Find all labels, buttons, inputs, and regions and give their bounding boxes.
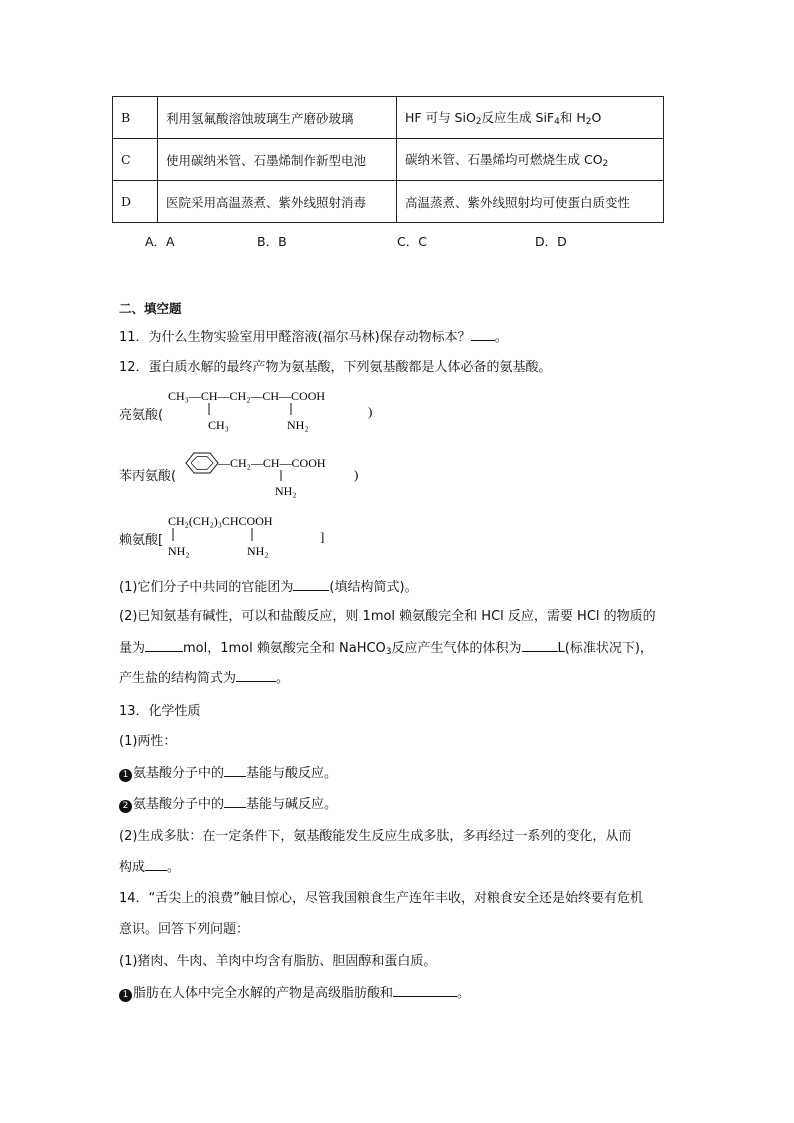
lysine-amino-2: NH₂ <box>247 544 269 558</box>
lysine-chain: CH₂(CH₂)₃CHCOOH <box>168 514 273 528</box>
leucine-amino: NH₂ <box>287 418 309 432</box>
choice-a[interactable]: A．A <box>145 234 175 249</box>
circled-number-icon: 2 <box>119 800 132 813</box>
table-row <box>113 181 664 223</box>
table-row <box>113 97 664 139</box>
question-14-line2: 意识。回答下列问题： <box>119 922 250 937</box>
table-row <box>113 139 664 181</box>
lysine-structure <box>162 510 342 562</box>
phenylalanine-amino: NH₂ <box>275 484 297 498</box>
leucine-close: ) <box>368 404 373 419</box>
question-13-1: (1)两性： <box>119 734 177 749</box>
answer-blank[interactable] <box>293 578 329 591</box>
answer-blank[interactable] <box>393 984 457 997</box>
option-letter: C <box>113 139 158 181</box>
reason-cell: 高温蒸煮、紫外线照射均可使蛋白质变性 <box>397 181 664 223</box>
question-14-1a: 1 脂肪在人体中完全水解的产物是高级脂肪酸和 。 <box>119 982 470 1002</box>
lysine-close: ] <box>320 529 325 544</box>
question-13: 13．化学性质 <box>119 704 201 719</box>
lysine-label: 赖氨酸[ <box>119 533 164 548</box>
section-title: 二、填空题 <box>119 301 182 316</box>
answer-blank[interactable] <box>522 639 558 652</box>
question-13-2-line2: 构成 。 <box>119 860 181 875</box>
choice-c[interactable]: C．C <box>397 234 427 249</box>
question-12-1: (1)它们分子中共同的官能团为 (填结构简式)。 <box>119 580 418 595</box>
phenylalanine-close: ) <box>354 467 359 482</box>
choice-b[interactable]: B．B <box>257 234 287 249</box>
circled-number-icon: 1 <box>119 989 132 1002</box>
question-13-2-line1: (2)生成多肽：在一定条件下，氨基酸能发生反应生成多肽，多再经过一系列的变化，从而 <box>119 829 632 844</box>
question-14-line1: 14．“舌尖上的浪费”触目惊心，尽管我国粮食生产连年丰收，对粮食安全还是始终要有危机 <box>119 891 644 906</box>
practice-cell: 利用氢氟酸溶蚀玻璃生产磨砂玻璃 <box>158 97 397 139</box>
leucine-chain: CH₃—CH—CH₂—CH—COOH <box>168 389 326 403</box>
question-13-1a: 1 氨基酸分子中的 基能与酸反应。 <box>119 762 337 782</box>
answer-blank[interactable] <box>145 858 167 871</box>
lysine-amino-1: NH₂ <box>168 544 190 558</box>
answer-blank[interactable] <box>224 795 246 808</box>
options-table <box>112 96 664 223</box>
option-letter: B <box>113 97 158 139</box>
circled-number-icon: 1 <box>119 769 132 782</box>
leucine-methyl: CH₃ <box>208 418 229 432</box>
choice-d[interactable]: D．D <box>535 234 567 249</box>
option-letter: D <box>113 181 158 223</box>
leucine-label: 亮氨酸( <box>119 408 164 423</box>
answer-blank[interactable] <box>236 669 276 682</box>
question-12-2-line1: (2)已知氨基有碱性，可以和盐酸反应，则 1mol 赖氨酸完全和 HCl 反应，需要 HCl 的物质的 <box>119 609 656 624</box>
phenylalanine-label: 苯丙氨酸( <box>119 469 177 484</box>
reason-cell: HF 可与 SiO$_2$反应生成 SiF$_4$和 $H_2O$ <box>397 97 664 139</box>
answer-blank[interactable] <box>145 639 183 652</box>
reason-cell: 碳纳米管、石墨烯均可燃烧生成 $CO_2$ <box>397 139 664 181</box>
phenylalanine-structure <box>178 446 378 502</box>
question-14-1: (1)猪肉、牛肉、羊肉中均含有脂肪、胆固醇和蛋白质。 <box>119 954 437 969</box>
practice-cell: 医院采用高温蒸煮、紫外线照射消毒 <box>158 181 397 223</box>
question-12-2-line3: 产生盐的结构简式为 。 <box>119 671 290 686</box>
leucine-structure <box>160 386 390 436</box>
answer-blank[interactable] <box>471 328 495 341</box>
phenylalanine-chain: —CH₂—CH—COOH <box>218 456 326 470</box>
practice-cell: 使用碳纳米管、石墨烯制作新型电池 <box>158 139 397 181</box>
question-11: 11．为什么生物实验室用甲醛溶液(福尔马林)保存动物标本？ 。 <box>119 330 508 345</box>
answer-blank[interactable] <box>224 764 246 777</box>
question-12-intro: 12．蛋白质水解的最终产物为氨基酸，下列氨基酸都是人体必备的氨基酸。 <box>119 360 552 375</box>
question-12-2-line2: 量为 mol，1mol 赖氨酸完全和 NaHCO$_3$反应产生气体的体积为 L(标准状况下)， <box>119 641 653 657</box>
question-13-1b: 2 氨基酸分子中的 基能与碱反应。 <box>119 793 337 813</box>
